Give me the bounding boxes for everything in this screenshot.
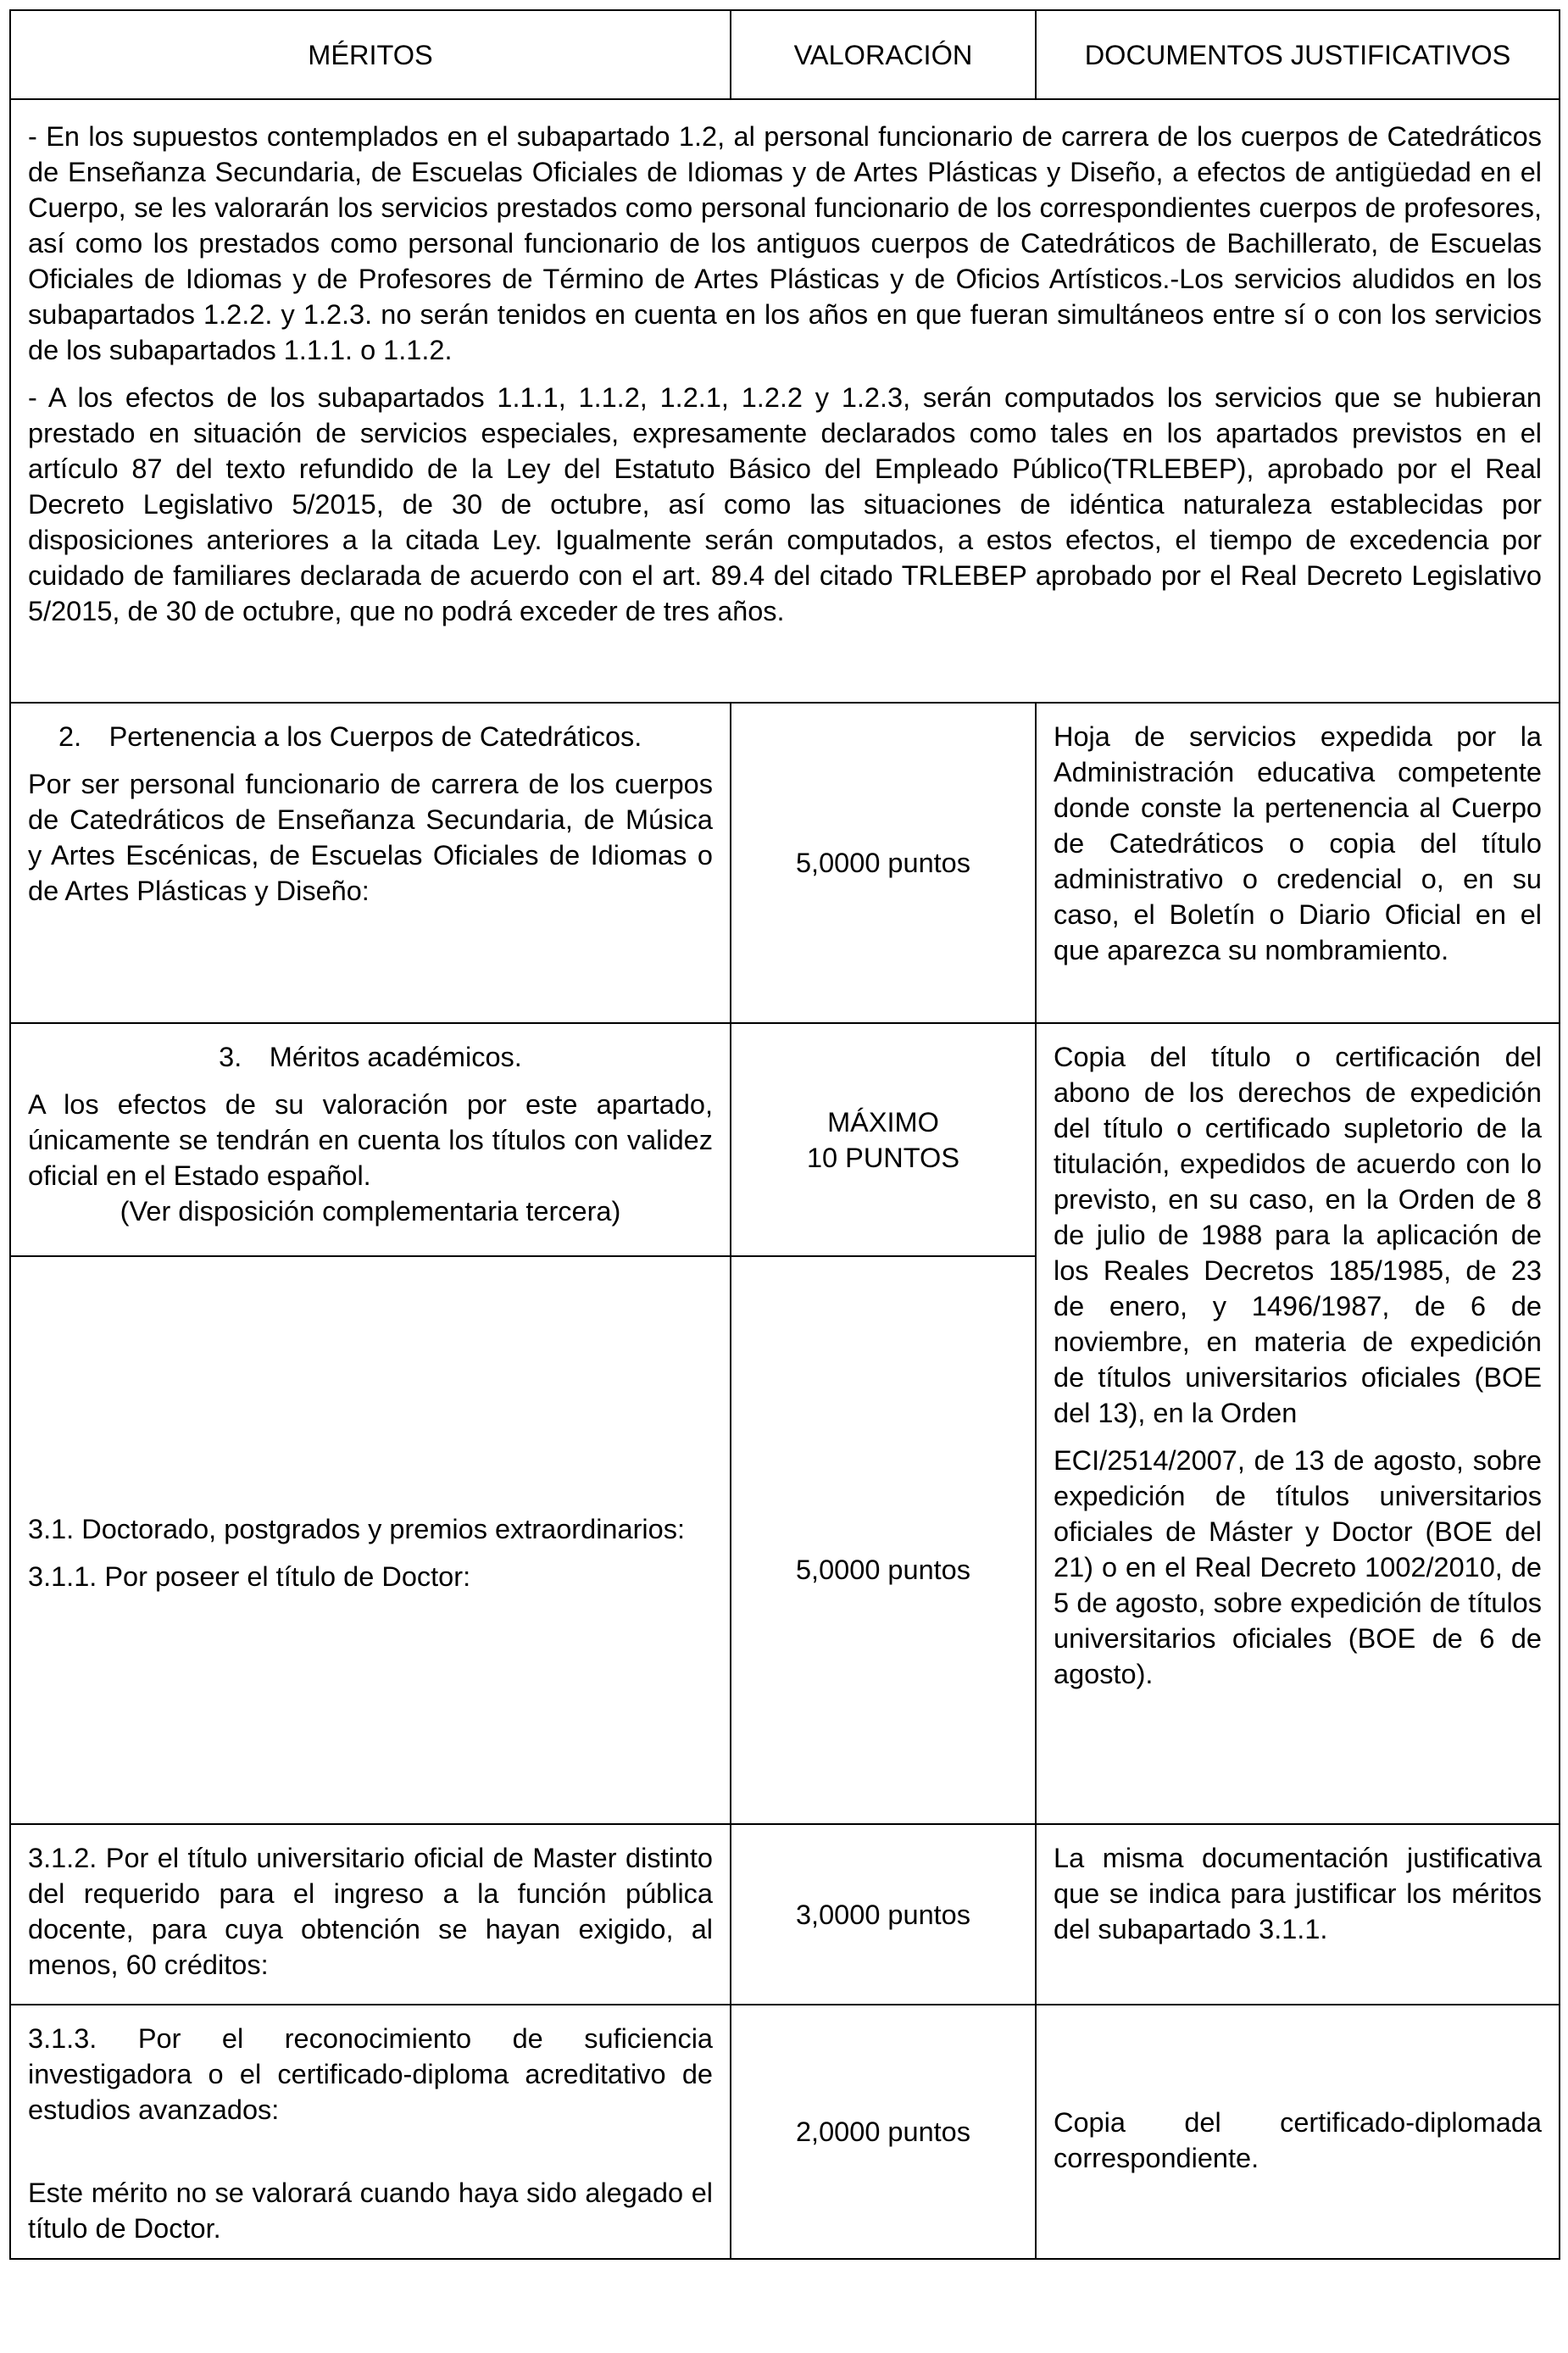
notes-row bbox=[10, 99, 1560, 703]
section-3-meritos bbox=[10, 1023, 731, 1256]
section-3-1-1-item: 3.1.1. Por poseer el título de Doctor: bbox=[28, 1561, 471, 1592]
section-2-valor: 5,0000 puntos bbox=[731, 703, 1036, 1023]
section-3-1-2-meritos: 3.1.2. Por el título universitario oficial de Master distinto del requerido para el ingreso a la función pública docente, para cuya obtención se hayan exigido, al menos, 60 créditos: bbox=[10, 1824, 731, 2005]
section-3-title: 3. Méritos académicos. bbox=[219, 1042, 522, 1072]
section-3-doc-paragraph-2: ECI/2514/2007, de 13 de agosto, sobre expedición de títulos universitarios oficiales de Máster y Doctor (BOE del 21) o en el Real Decreto 1002/2010, de 5 de agosto, sobre expedición de títulos universitarios oficiales (BOE de 6 de agosto). bbox=[1054, 1445, 1542, 1689]
note-paragraph-1: - En los supuestos contemplados en el subapartado 1.2, al personal funcionario de carrera de los cuerpos de Catedráticos de Enseñanza Secundaria, de Escuelas Oficiales de Idiomas y de Artes Plásticas y Diseño, a efectos de antigüedad en el Cuerpo, se les valorarán los servicios prestados como personal funcionario de los correspondientes cuerpos de profesores, así como los prestados como personal funcionario de los antiguos cuerpos de Catedráticos de Bachillerato, de Escuelas Oficiales de Idiomas y de Profesores de Término de Artes Plásticas y de Oficios Artísticos.-Los servicios aludidos en los subapartados 1.2.2. y 1.2.3. no serán tenidos en cuenta en los años en que fueran simultáneos entre sí o con los servicios de los subapartados 1.1.1. o 1.1.2. bbox=[28, 121, 1542, 365]
section-3-1-3-doc: Copia del certificado-diplomada correspondiente. bbox=[1036, 2005, 1560, 2259]
table-header-row bbox=[10, 10, 1560, 99]
section-2-title: 2. Pertenencia a los Cuerpos de Catedráticos. bbox=[58, 721, 642, 752]
section-3-row bbox=[10, 1023, 1560, 1256]
section-3-body: A los efectos de su valoración por este apartado, únicamente se tendrán en cuenta los títulos con validez oficial en el Estado español. bbox=[28, 1089, 713, 1191]
section-3-valor bbox=[731, 1023, 1036, 1256]
header-meritos: MÉRITOS bbox=[10, 10, 731, 99]
section-3-1-2-valor: 3,0000 puntos bbox=[731, 1824, 1036, 2005]
section-3-1-2-doc: La misma documentación justificativa que se indica para justificar los méritos del subapartado 3.1.1. bbox=[1036, 1824, 1560, 2005]
section-3-1-1-meritos bbox=[10, 1256, 731, 1824]
section-3-1-heading: 3.1. Doctorado, postgrados y premios extraordinarios: bbox=[28, 1514, 685, 1544]
section-2-doc: Hoja de servicios expedida por la Administración educativa competente donde conste la pertenencia al Cuerpo de Catedráticos o copia del título administrativo o credencial o, en su caso, el Boletín o Diario Oficial en el que aparezca su nombramiento. bbox=[1036, 703, 1560, 1023]
section-3-doc-paragraph-1: Copia del título o certificación del abono de los derechos de expedición del título o certificado supletorio de la titulación, expedidos de acuerdo con lo previsto, en su caso, en la Orden de 8 de julio de 1988 para la aplicación de los Reales Decretos 185/1985, de 23 de enero, y 1496/1987, de 6 de noviembre, en materia de expedición de títulos universitarios oficiales (BOE del 13), en la Orden bbox=[1054, 1042, 1542, 1428]
section-3-1-3-row bbox=[10, 2005, 1560, 2259]
section-3-1-1-valor: 5,0000 puntos bbox=[731, 1256, 1036, 1824]
section-3-valor-line1: MÁXIMO bbox=[827, 1106, 939, 1138]
header-documentos: DOCUMENTOS JUSTIFICATIVOS bbox=[1036, 10, 1560, 99]
section-3-valor-line2: 10 PUNTOS bbox=[806, 1142, 960, 1173]
section-3-note: (Ver disposición complementaria tercera) bbox=[120, 1196, 621, 1227]
section-3-1-3-meritos bbox=[10, 2005, 731, 2259]
section-3-1-3-item: 3.1.3. Por el reconocimiento de suficiencia investigadora o el certificado-diploma acreditativo de estudios avanzados: bbox=[28, 2023, 713, 2125]
header-valoracion: VALORACIÓN bbox=[731, 10, 1036, 99]
section-3-doc bbox=[1036, 1023, 1560, 1824]
baremo-table bbox=[9, 9, 1560, 2260]
section-2-body: Por ser personal funcionario de carrera de los cuerpos de Catedráticos de Enseñanza Secundaria, de Música y Artes Escénicas, de Escuelas Oficiales de Idiomas o de Artes Plásticas y Diseño: bbox=[28, 769, 713, 906]
section-2-row bbox=[10, 703, 1560, 1023]
notes-cell bbox=[10, 99, 1560, 703]
section-3-1-3-note: Este mérito no se valorará cuando haya sido alegado el título de Doctor. bbox=[28, 2178, 713, 2244]
section-3-1-3-valor: 2,0000 puntos bbox=[731, 2005, 1036, 2259]
section-3-1-2-row bbox=[10, 1824, 1560, 2005]
section-2-meritos bbox=[10, 703, 731, 1023]
note-paragraph-2: - A los efectos de los subapartados 1.1.1, 1.1.2, 1.2.1, 1.2.2 y 1.2.3, serán computados los servicios que se hubieran prestado en situación de servicios especiales, expresamente declarados como tales en los apartados previstos en el artículo 87 del texto refundido de la Ley del Estatuto Básico del Empleado Público(TRLEBEP), aprobado por el Real Decreto Legislativo 5/2015, de 30 de octubre, así como las situaciones de idéntica naturaleza establecidas por disposiciones anteriores a la citada Ley. Igualmente serán computados, a estos efectos, el tiempo de excedencia por cuidado de familiares declarada de acuerdo con el art. 89.4 del citado TRLEBEP aprobado por el Real Decreto Legislativo 5/2015, de 30 de octubre, que no podrá exceder de tres años. bbox=[28, 382, 1542, 626]
